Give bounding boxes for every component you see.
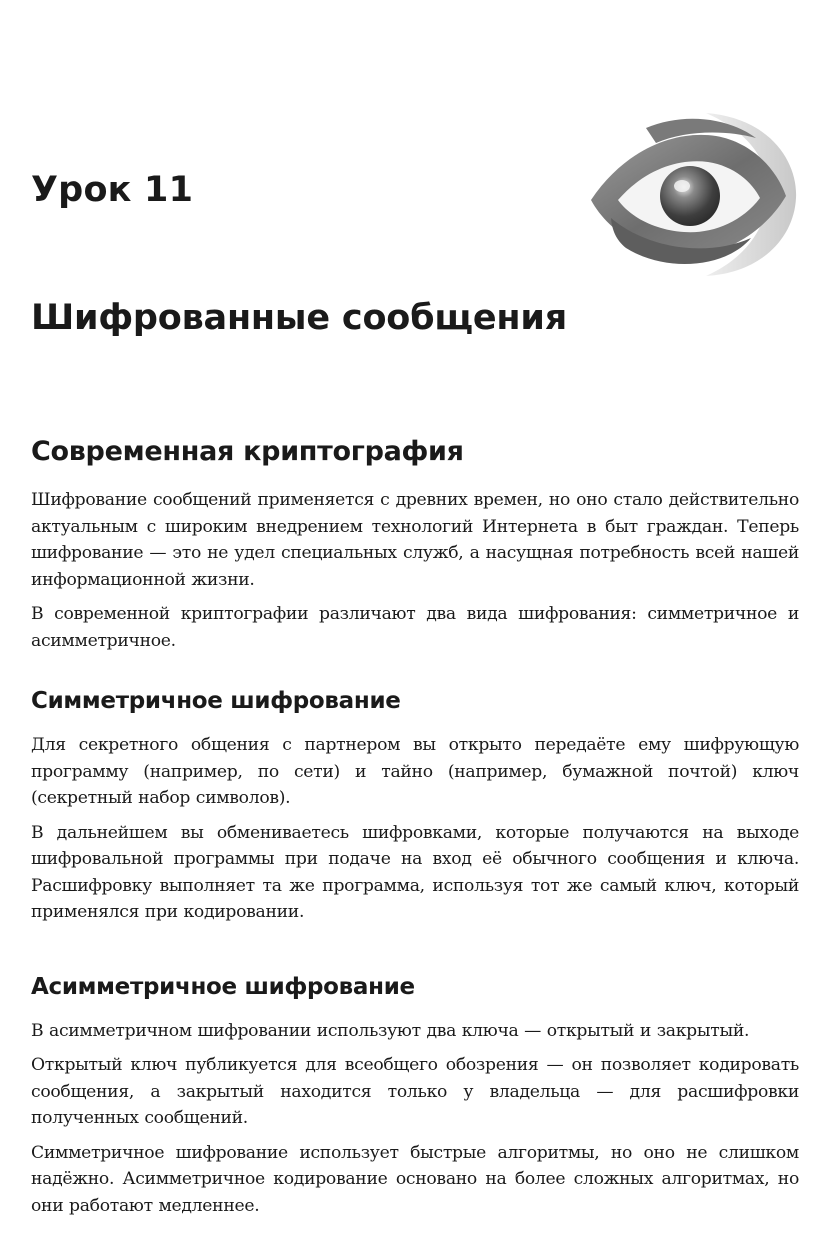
chapter-title: Шифрованные сообщения: [31, 298, 567, 338]
section-title: Современная криптография: [31, 436, 464, 467]
section-modern-cryptography: [31, 432, 799, 654]
paragraph: Симметричное шифрование использует быстрые алгоритмы, но оно не слишком надёжно. Асимметричное кодирование основано на более сложных алгоритмах, но они работают медленнее.: [31, 1142, 799, 1216]
subsection-title: Асимметричное шифрование: [31, 973, 415, 1000]
eye-logo-icon: [586, 108, 801, 278]
lesson-label: Урок 11: [31, 170, 194, 210]
section-symmetric-encryption: [31, 684, 799, 926]
paragraph: В дальнейшем вы обмениваетесь шифровками, которые получаются на выходе шифровальной программы при подаче на вход её обычного сообщения и ключа. Расшифровку выполняет та же программа, используя тот же самый ключ, который применялся при кодировании.: [31, 822, 799, 922]
section-asymmetric-encryption: [31, 970, 799, 1220]
subsection-title: Симметричное шифрование: [31, 688, 401, 714]
content-body: [31, 432, 799, 1227]
document-page: [31, 0, 799, 1239]
paragraph: Шифрование сообщений применяется с древних времен, но оно стало действительно актуальным с широким внедрением технологий Интернета в быт граждан. Теперь шифрование — это не удел специальных служб, а насущная потребность всей нашей информационной жизни.: [31, 490, 799, 590]
paragraph: В современной криптографии различают два вида шифрования: симметричное и асимметричное.: [31, 604, 799, 651]
paragraph: В асимметричном шифровании используют два ключа — открытый и закрытый.: [31, 1020, 750, 1041]
paragraph: Для секретного общения с партнером вы открыто передаёте ему шифрующую программу (например, по сети) и тайно (например, бумажной почтой) ключ (секретный набор символов).: [31, 735, 799, 808]
paragraph: Открытый ключ публикуется для всеобщего обозрения — он позволяет кодировать сообщения, а закрытый находится только у владельца — для расшифровки полученных сообщений.: [31, 1055, 799, 1128]
